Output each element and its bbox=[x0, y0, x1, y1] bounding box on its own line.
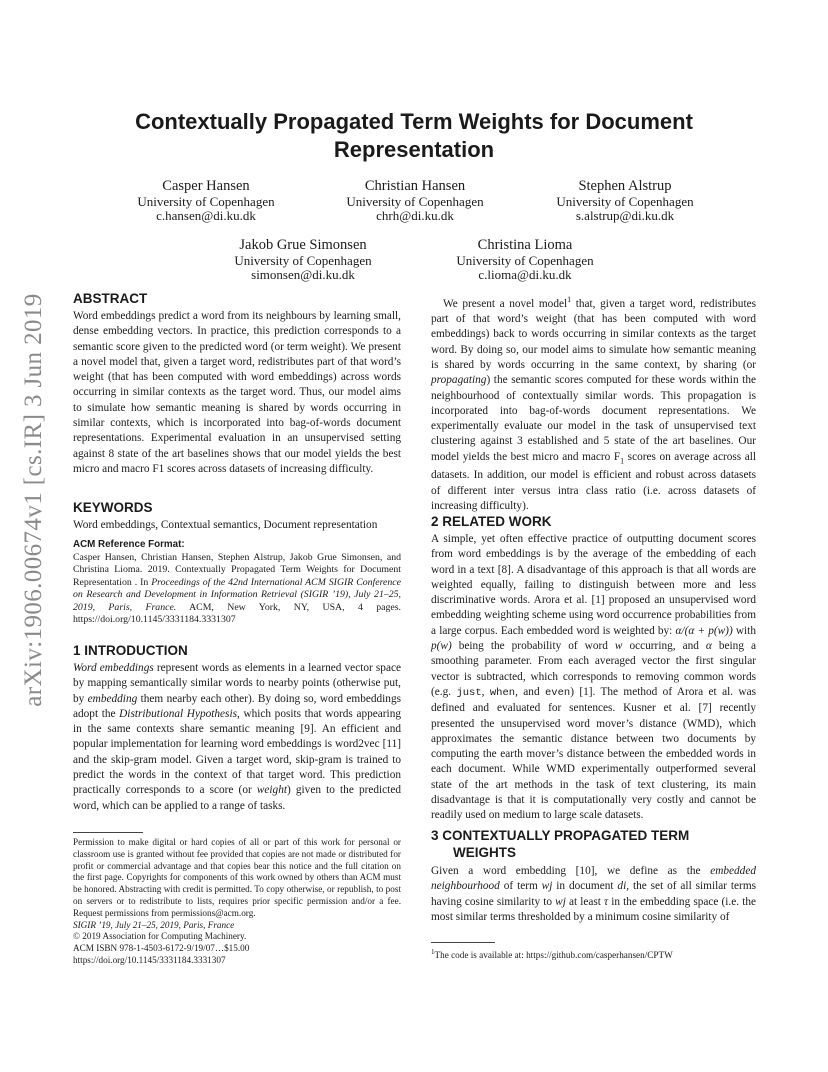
math-var: p(w) bbox=[431, 640, 452, 653]
permission-block bbox=[73, 837, 401, 967]
text-run: that, given a target word, redistributes part of that word’s weight (that has been computed with word embeddings) back to words occurring in similar contexts as the target word. By doing so, our model aims to simulate how semantic meaning is shared by words occurring in the same context, by sharing (or bbox=[431, 297, 756, 371]
italic-term: propagating bbox=[431, 374, 487, 387]
text-run: of term bbox=[499, 880, 542, 893]
author-name: Jakob Grue Simonsen bbox=[239, 237, 367, 253]
text-run: in document bbox=[552, 880, 618, 893]
isbn-line: ACM ISBN 978-1-4503-6172-9/19/07…$15.00 bbox=[73, 943, 250, 954]
author-email: simonsen@di.ku.dk bbox=[251, 267, 355, 282]
acm-ref-venue: Proceedings of the 42nd International ACM SIGIR Conference on Research and Development in Information Retrieval (SIGIR ’19), July 21–25, 2019, Paris, France. bbox=[73, 576, 401, 613]
formula: α/(α + p(w)) bbox=[675, 624, 733, 637]
text-run: represent words as elements in a learned vector space by mapping semantically similar words to nearby points (otherwise put, by bbox=[73, 662, 401, 705]
text-run: in the embedding space (i.e. the most similar terms thresholded by a minimum cosine similarity of bbox=[431, 895, 757, 923]
italic-term: embedding bbox=[87, 692, 138, 705]
author-name: Casper Hansen bbox=[162, 178, 250, 194]
math-var: wj bbox=[541, 880, 553, 893]
text-run: them nearby each other). By doing so, word embeddings adopt the bbox=[73, 692, 401, 720]
author-affiliation: University of Copenhagen bbox=[234, 253, 372, 268]
keywords-heading: KEYWORDS bbox=[73, 500, 153, 515]
keywords-text: Word embeddings, Contextual semantics, Document representation bbox=[73, 519, 378, 531]
abstract-text: Word embeddings predict a word from its neighbours by learning small, dense embedding vectors. In practice, this prediction corresponds to a semantic score given to the predicted word (or term weight). We present a novel model that, given a target word, redistributes part of that word’s weight (that has been computed with word embeddings) across words occurring in similar contexts as the target word. Thus, our model aims to simulate how semantic meaning is shared by words occurring in similar contexts, which is incorporated into bag-of-words document representations. Experimental evaluation in an unsupervised setting against 8 state of the art baselines shows that our model yields the best micro and macro F1 scores across datasets of increasing difficulty. bbox=[73, 310, 401, 475]
math-var: wj bbox=[555, 895, 566, 908]
author-block bbox=[106, 178, 306, 223]
code-word: just bbox=[456, 686, 482, 699]
doi-line: https://doi.org/10.1145/3331184.3331307 bbox=[73, 954, 226, 965]
footnote-marker: 1 bbox=[567, 295, 572, 304]
footnote bbox=[431, 946, 756, 962]
math-var: di bbox=[617, 880, 627, 893]
arxiv-id-text: arXiv:1906.00674v1 [cs.IR] 3 Jun 2019 bbox=[20, 293, 47, 707]
text-run: , the set of all similar terms having cosine similarity to bbox=[431, 880, 756, 908]
footnote-marker: 1 bbox=[431, 948, 435, 956]
text-run: scores on average across all datasets. In addition, our model is efficient and robust across datasets of different inter versus intra class ratio (i.e. across datasets of increasing difficulty). bbox=[431, 450, 756, 512]
author-name: Christina Lioma bbox=[477, 237, 573, 253]
author-block bbox=[315, 178, 515, 223]
italic-term: weight bbox=[256, 784, 287, 797]
author-name: Stephen Alstrup bbox=[578, 178, 672, 194]
italic-term: Word embeddings bbox=[73, 662, 154, 674]
author-affiliation: University of Copenhagen bbox=[346, 194, 484, 209]
footnote-rule bbox=[73, 832, 143, 833]
paper-title: Contextually Propagated Term Weights for Document Representation bbox=[135, 109, 693, 162]
author-email: s.alstrup@di.ku.dk bbox=[575, 208, 675, 223]
text-run: ) the semantic scores computed for these words within the neighbourhood of contextually similar words. This propagation is incorporated into bag-of-words document representations. We experimentally evaluate our model in the task of unsupervised text clustering against 3 established and 5 state of the art baselines. Our model yields the best micro and macro F bbox=[431, 374, 756, 463]
related-work-paragraph: A simple, yet often effective practice of outputting document scores from word embeddings is by the average of the embedding of each word in a text [8]. A disadvantage of this approach is that all words are weighted equally, failing to distinguish between more and less discriminative words. Arora et al. [1] proposed an unsupervised word embedding weighting scheme using word occurrence probabilities from a large corpus. Each embedded word is weighted by: α/(α + p(w)) with p(w) being the probability of word w occurring, and α being a smoothing parameter. From each averaged vector the first singular vector is subtracted, which corresponds to removing common words (e.g. just, when, and even) [1]. The method of Arora et al. was defined and evaluated for sentences. Kusner et al. [7] recently presented the unsupervised word mover’s distance (WMD), which approximates the semantic distance between two documents by computing the earth mover’s distance between the embedded words in each document. While WMD experimentally outperformed several state of the art methods in the task of text clustering, its main disadvantage is that it is computationally very costly and cannot be readily used on medium to large scale datasets. bbox=[431, 533, 756, 822]
math-var: τ bbox=[604, 895, 609, 908]
text-run: ) [1]. The method of Arora et al. was defined and evaluated for sentences. Kusner et al. [7] recently presented the unsupervised word mover’s distance (WMD), which approximates the semantic distance between two documents by computing the earth mover’s distance between the embedded words in each document. While WMD experimentally outperformed several state of the art methods in the task of text clustering, its main disadvantage is that it is computationally very costly and cannot be readily used on medium to large scale datasets. bbox=[431, 685, 756, 822]
text-run: being the probability of word bbox=[451, 640, 615, 653]
author-email: chrh@di.ku.dk bbox=[376, 208, 454, 223]
cptw-heading bbox=[431, 827, 689, 861]
italic-term: embedded neighbourhood bbox=[431, 865, 756, 893]
author-block bbox=[203, 237, 403, 282]
text-run: being a smoothing parameter. From each averaged vector the first singular vector is subtracted, which corresponds to removing common words (e.g. bbox=[431, 640, 756, 698]
introduction-paragraph bbox=[73, 661, 401, 814]
footnote-rule bbox=[431, 942, 495, 943]
text-run: ) given to the predicted word, which can be applied to a range of tasks. bbox=[73, 784, 401, 812]
text-run: at least bbox=[565, 895, 605, 908]
text-run: We present a novel model bbox=[443, 297, 568, 310]
text-run: Given a word embedding [10], we define as the bbox=[431, 865, 711, 877]
subscript: 1 bbox=[620, 455, 625, 465]
acm-ref-authors: Casper Hansen, Christian Hansen, Stephen Alstrup, Jakob Grue Simonsen, and Christina Lioma. 2019. Contextually Propagated Term Weights for Document Representation . In bbox=[73, 551, 401, 588]
text-run: A simple, yet often effective practice of outputting document scores from word embeddings is by the average of the embedding of each word in a text [8]. A disadvantage of this approach is that all words are weighted equally, failing to distinguish between more and less discriminative words. Arora et al. [1] proposed an unsupervised word embedding weighting scheme using word occurrence probabilities from a large corpus. Each embedded word is weighted by: bbox=[431, 533, 756, 637]
author-block bbox=[425, 237, 625, 282]
acm-reference bbox=[73, 539, 401, 627]
heading-line: WEIGHTS bbox=[453, 845, 516, 860]
author-name: Christian Hansen bbox=[364, 178, 466, 194]
text-run: occurring, and bbox=[622, 640, 706, 653]
author-block bbox=[525, 178, 725, 223]
footnote-text: The code is available at: https://github.com/casperhansen/CPTW bbox=[434, 950, 673, 961]
introduction-heading: 1 INTRODUCTION bbox=[73, 643, 188, 658]
conference-line: SIGIR ’19, July 21–25, 2019, Paris, France bbox=[73, 919, 235, 930]
right-intro-paragraph bbox=[431, 292, 756, 514]
code-word: when bbox=[489, 686, 516, 699]
heading-line: 3 CONTEXTUALLY PROPAGATED TERM bbox=[431, 828, 690, 843]
arxiv-identifier bbox=[4, 290, 64, 710]
permission-text: Permission to make digital or hard copies of all or part of this work for personal or classroom use is granted without fee provided that copies are not made or distributed for profit or commercial advantage and that copies bear this notice and the full citation on the first page. Copyrights for components of this work owned by others than ACM must be honored. Abstracting with credit is permitted. To copy otherwise, or republish, to post on servers or to redistribute to lists, requires prior specific permission and/or a fee. Request permissions from permissions@acm.org. bbox=[73, 837, 401, 918]
math-var: α bbox=[705, 640, 712, 653]
code-word: even bbox=[544, 686, 571, 699]
acm-reference-heading: ACM Reference Format: bbox=[73, 539, 185, 550]
abstract-heading: ABSTRACT bbox=[73, 291, 148, 306]
author-affiliation: University of Copenhagen bbox=[456, 253, 594, 268]
cptw-paragraph bbox=[431, 864, 756, 925]
author-email: c.hansen@di.ku.dk bbox=[156, 208, 256, 223]
acm-ref-tail: ACM, New York, NY, USA, 4 pages. https://doi.org/10.1145/3331184.3331307 bbox=[73, 601, 401, 625]
text-run: , which posits that words appearing in the same contexts share semantic meaning [9]. An efficient and popular implementation for learning word embeddings is word2vec [11] and the skip-gram model. Given a target word, skip-gram is trained to predict the words in the context of that target word. This prediction practically corresponds to a score (or bbox=[73, 707, 401, 797]
author-affiliation: University of Copenhagen bbox=[137, 194, 275, 209]
author-email: c.lioma@di.ku.dk bbox=[478, 267, 572, 282]
author-affiliation: University of Copenhagen bbox=[556, 194, 694, 209]
text-run: with bbox=[732, 624, 756, 637]
copyright-line: © 2019 Association for Computing Machinery. bbox=[73, 931, 247, 942]
related-work-heading: 2 RELATED WORK bbox=[431, 514, 552, 529]
italic-term: Distributional Hypothesis bbox=[119, 707, 237, 720]
math-var: w bbox=[614, 640, 623, 653]
